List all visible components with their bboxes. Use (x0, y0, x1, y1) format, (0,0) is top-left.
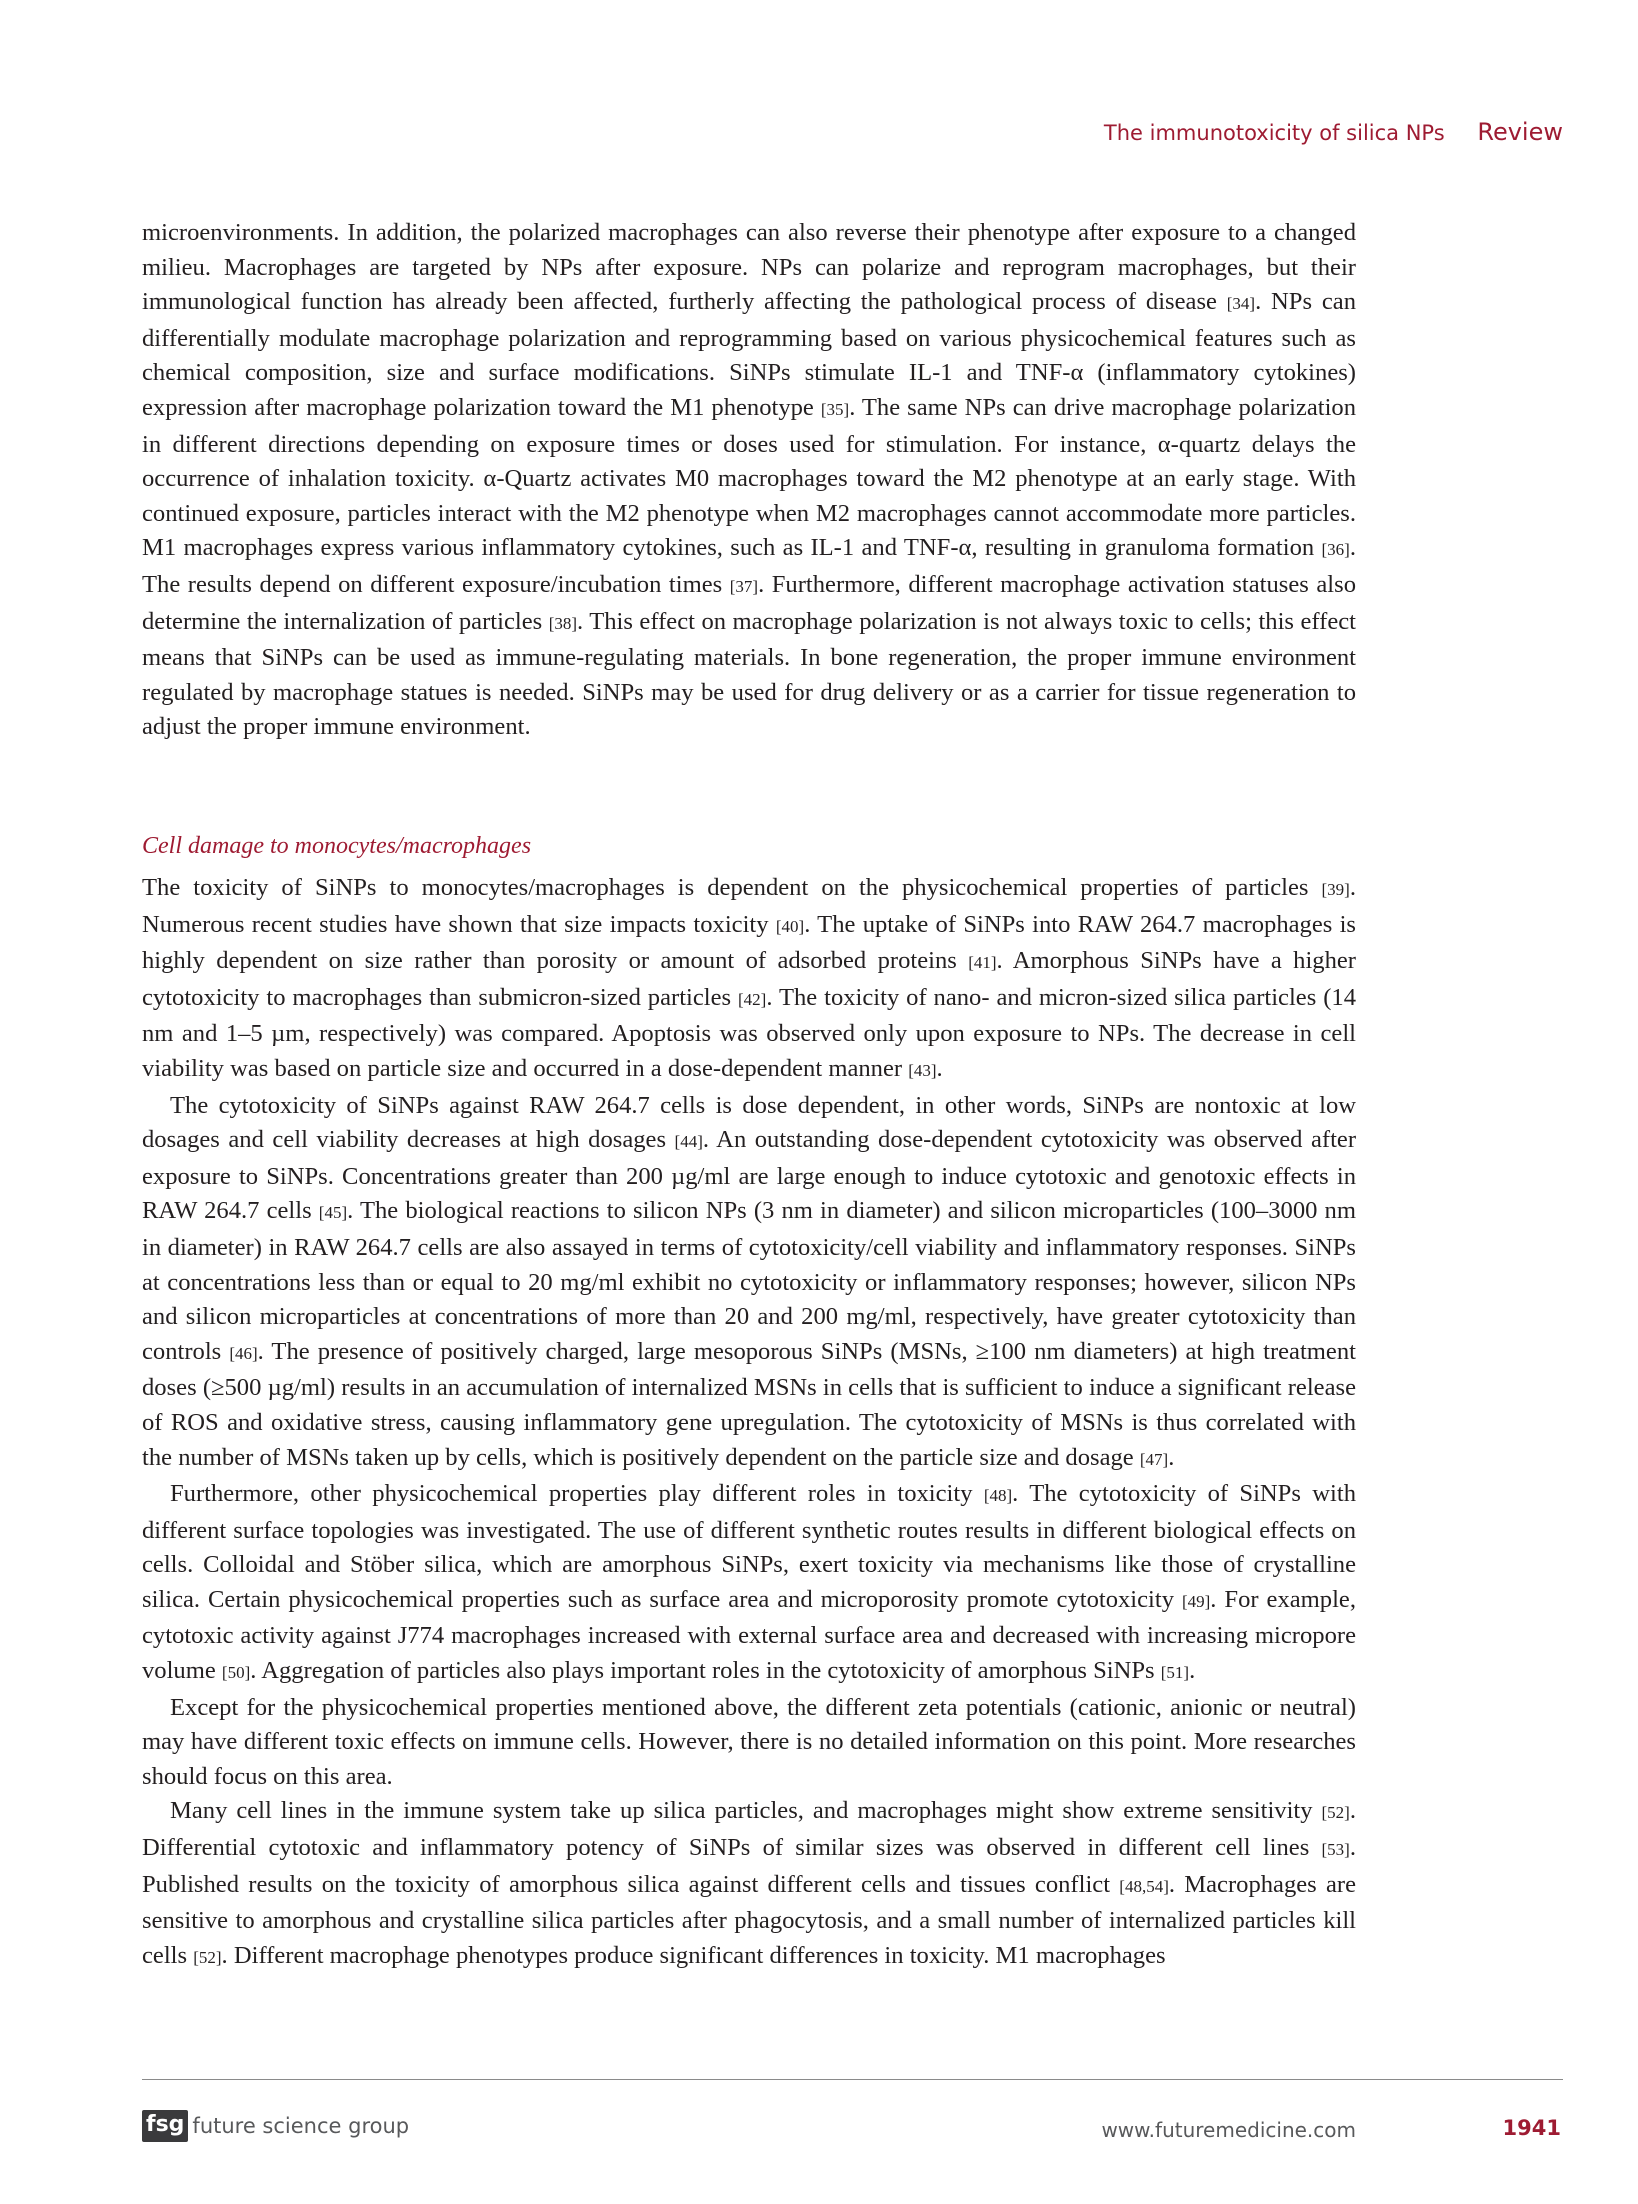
running-head (1104, 118, 1563, 146)
publisher-name: future science group (192, 2114, 410, 2138)
citation-ref[interactable]: [49] (1181, 1591, 1211, 1611)
citation-ref[interactable]: [51] (1160, 1663, 1190, 1683)
intro-text-block (142, 216, 1356, 745)
citation-ref[interactable]: [36] (1321, 540, 1350, 560)
citation-ref[interactable]: [40] (775, 916, 805, 936)
citation-ref[interactable]: [50] (221, 1663, 251, 1683)
paragraph: Many cell lines in the immune system take up silica particles, and macrophages might show extreme sensitivity [52]. Differential cytotoxic and inflammatory potency of SiNPs of similar sizes was observed in different cell lines [53]. Published results on the toxicity of amorphous silica against different cells and tissues conflict [48,54]. Macrophages are sensitive to amorphous and crystalline silica particles after phagocytosis, and a small number of internalized particles kill cells [52]. Different macrophage phenotypes produce significant differences in toxicity. M1 macrophages (142, 1797, 1356, 1969)
fsg-logo: fsg (142, 2110, 188, 2142)
citation-ref[interactable]: [37] (729, 576, 759, 596)
citation-ref[interactable]: [42] (738, 989, 767, 1009)
paragraph: The cytotoxicity of SiNPs against RAW 264.7 cells is dose dependent, in other words, SiNPs are nontoxic at low dosages and cell viability decreases at high dosages [44]. An outstanding dose-dependent cytotoxicity was observed after exposure to SiNPs. Concentrations greater than 200 µg/ml are large enough to induce cytotoxic and genotoxic effects in RAW 264.7 cells [45]. The biological reactions to silicon NPs (3 nm in diameter) and silicon microparticles (100–3000 nm in diameter) in RAW 264.7 cells are also assayed in terms of cytotoxicity/cell viability and inflammatory responses. SiNPs at concentrations less than or equal to 20 mg/ml exhibit no cytotoxicity or inflammatory responses; however, silicon NPs and silicon microparticles at concentrations of more than 20 and 200 mg/ml, respectively, have greater cytotoxicity than controls [46]. The presence of positively charged, large mesoporous SiNPs (MSNs, ≥100 nm diameters) at high treatment doses (≥500 µg/ml) results in an accumulation of internalized MSNs in cells that is sufficient to induce a significant release of ROS and oxidative stress, causing inflammatory gene upregulation. The cytotoxicity of MSNs is thus correlated with the number of MSNs taken up by cells, which is positively dependent on the particle size and dosage [47]. (142, 1091, 1357, 1471)
subsection-heading: Cell damage to monocytes/macrophages (142, 833, 532, 859)
citation-ref[interactable]: [44] (674, 1132, 703, 1152)
subsection-text-block (142, 871, 1356, 1975)
page-number: 1941 (1502, 2116, 1561, 2140)
citation-ref[interactable]: [38] (548, 613, 578, 633)
citation-ref[interactable]: [41] (968, 953, 997, 973)
citation-ref[interactable]: [48,54] (1119, 1876, 1169, 1896)
citation-ref[interactable]: [52] (193, 1947, 222, 1967)
citation-ref[interactable]: [45] (318, 1203, 348, 1223)
citation-ref[interactable]: [39] (1321, 880, 1350, 899)
footer-divider (142, 2079, 1563, 2080)
publisher-footer (142, 2110, 409, 2142)
citation-ref[interactable]: [35] (820, 399, 850, 419)
running-title: The immunotoxicity of silica NPs (1103, 121, 1445, 145)
journal-url[interactable]: www.futuremedicine.com (1101, 2118, 1356, 2142)
citation-ref[interactable]: [47] (1139, 1449, 1169, 1469)
citation-ref[interactable]: [53] (1321, 1840, 1350, 1860)
paragraph: microenvironments. In addition, the polarized macrophages can also reverse their phenotype after exposure to a changed milieu. Macrophages are targeted by NPs after exposure. NPs can polarize and reprogram macrophages, but their immunological function has already been affected, furtherly affecting the pathological process of disease [34]. NPs can differentially modulate macrophage polarization and reprogramming based on various physicochemical features such as chemical composition, size and surface modifications. SiNPs stimulate IL-1 and TNF-α (inflammatory cytokines) expression after macrophage polarization toward the M1 phenotype [35]. The same NPs can drive macrophage polarization in different directions depending on exposure times or doses used for stimulation. For instance, α-quartz delays the occurrence of inhalation toxicity. α-Quartz activates M0 macrophages toward the M2 phenotype at an early stage. With continued exposure, particles interact with the M2 phenotype when M2 macrophages cannot accommodate more particles. M1 macrophages express various inflammatory cytokines, such as IL-1 and TNF-α, resulting in granuloma formation [36]. The results depend on different exposure/incubation times [37]. Furthermore, different macrophage activation statuses also determine the internalization of particles [38]. This effect on macrophage polarization is not always toxic to cells; this effect means that SiNPs can be used as immune-regulating materials. In bone regeneration, the proper immune environment regulated by macrophage statues is needed. SiNPs may be used for drug delivery or as a carrier for tissue regeneration to adjust the proper immune environment. (142, 219, 1356, 741)
citation-ref[interactable]: [43] (908, 1060, 937, 1080)
paragraph: The toxicity of SiNPs to monocytes/macrophages is dependent on the physicochemical properties of particles [39]. Numerous recent studies have shown that size impacts toxicity [40]. The uptake of SiNPs into RAW 264.7 macrophages is highly dependent on size rather than porosity or amount of adsorbed proteins [41]. Amorphous SiNPs have a higher cytotoxicity to macrophages than submicron-sized particles [42]. The toxicity of nano- and micron-sized silica particles (14 nm and 1–5 µm, respectively) was compared. Apoptosis was observed only upon exposure to NPs. The decrease in cell viability was based on particle size and occurred in a dose-dependent manner [43]. (142, 874, 1357, 1082)
paragraph: Except for the physicochemical properties mentioned above, the different zeta potentials (cationic, anionic or neutral) may have different toxic effects on immune cells. However, there is no detailed information on this point. More researches should focus on this area. (142, 1693, 1356, 1790)
paragraph: Furthermore, other physicochemical properties play different roles in toxicity [48]. The cytotoxicity of SiNPs with different surface topologies was investigated. The use of different synthetic routes results in different biological effects on cells. Colloidal and Stöber silica, which are amorphous SiNPs, exert toxicity via mechanisms like those of crystalline silica. Certain physicochemical properties such as surface area and microporosity promote cytotoxicity [49]. For example, cytotoxic activity against J774 macrophages increased with external surface area and decreased with increasing micropore volume [50]. Aggregation of particles also plays important roles in the cytotoxicity of amorphous SiNPs [51]. (142, 1480, 1356, 1685)
citation-ref[interactable]: [48] (983, 1486, 1013, 1506)
section-label: Review (1477, 118, 1563, 146)
citation-ref[interactable]: [34] (1226, 294, 1256, 314)
citation-ref[interactable]: [46] (229, 1343, 258, 1363)
citation-ref[interactable]: [52] (1321, 1803, 1350, 1823)
